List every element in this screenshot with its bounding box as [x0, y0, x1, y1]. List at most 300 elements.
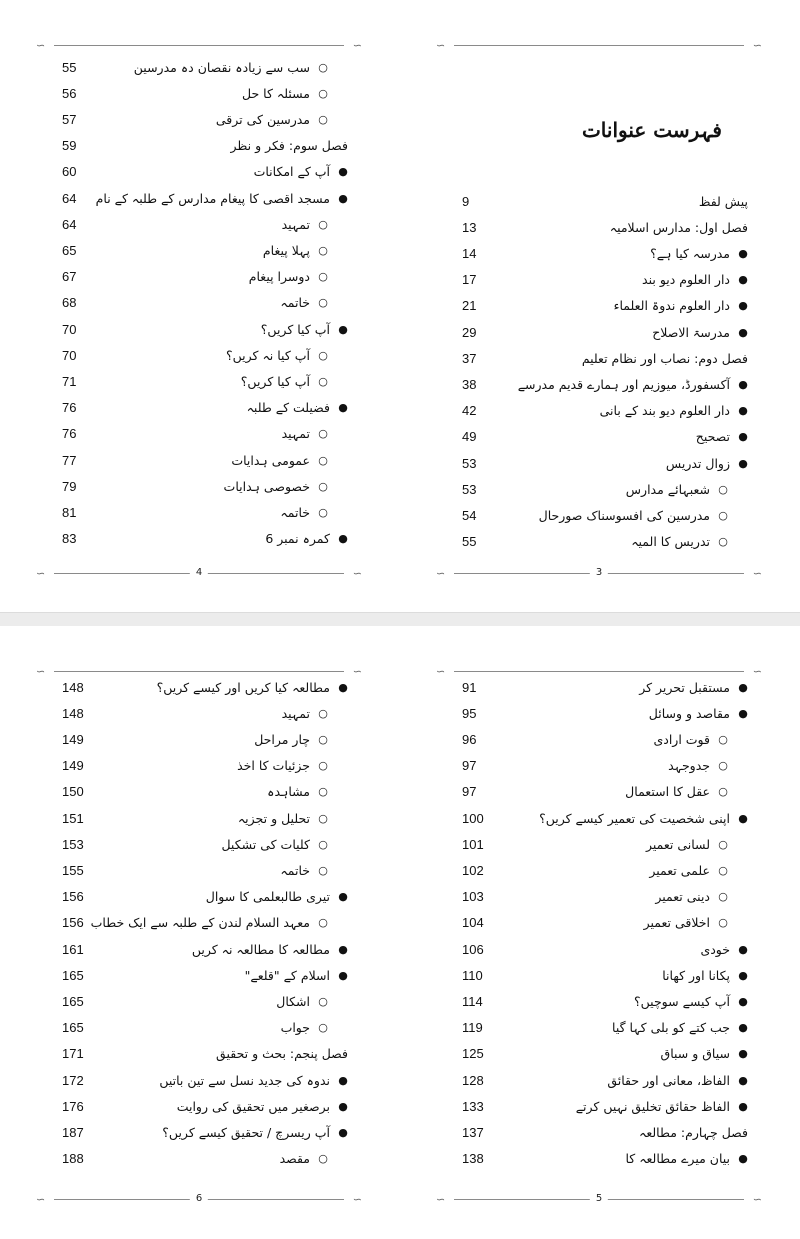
flourish-left-icon: ∽: [36, 665, 46, 678]
toc-entry-title: شعبہائے مدارس: [625, 481, 710, 497]
toc-entry: [254, 732, 328, 747]
toc-entry: [216, 112, 328, 127]
toc-page-number: 49: [462, 429, 477, 445]
toc-row: [36, 1041, 362, 1067]
toc-row: [436, 805, 762, 831]
toc-entry: [192, 942, 348, 957]
flourish-right-icon: ∽: [752, 665, 762, 678]
circle-icon: ○: [318, 348, 328, 362]
toc-page-number: 114: [462, 993, 483, 1009]
toc-page-number: 102: [462, 862, 484, 878]
toc-page-number: 83: [62, 531, 77, 547]
toc-row: [436, 700, 762, 726]
toc-page-number: 153: [62, 836, 84, 852]
toc-page-number: 55: [62, 59, 77, 75]
bullet-icon: ●: [338, 165, 348, 179]
toc-entry: [247, 400, 348, 415]
toc-entry: [159, 1073, 348, 1088]
toc-entry-title: جزئیات کا اخذ: [237, 758, 310, 774]
toc-entry: [642, 272, 748, 287]
toc-entry: [666, 456, 748, 471]
toc-entry: [280, 295, 328, 310]
toc-row: [36, 421, 362, 447]
circle-icon: ○: [318, 811, 328, 825]
toc-page-number: 97: [462, 758, 477, 774]
toc-row: [36, 185, 362, 211]
toc-entry-title: مقصد: [279, 1151, 310, 1167]
toc-entry: [224, 479, 328, 494]
toc-entry: [652, 325, 748, 340]
page-6: [36, 626, 362, 1238]
toc-entry: [157, 680, 348, 695]
toc-entry: [96, 191, 348, 206]
toc-page-number: 64: [62, 190, 77, 206]
toc-page-number: 165: [62, 993, 84, 1009]
flourish-left-icon: ∽: [436, 665, 446, 678]
toc-row: [436, 267, 762, 293]
toc-page-number: 70: [62, 347, 77, 363]
toc-page-number: 101: [462, 836, 484, 852]
toc-page-number: 37: [462, 350, 477, 366]
circle-icon: ○: [718, 508, 728, 522]
toc-entry-title: سب سے زیادہ نقصان دہ مدرسین: [133, 59, 310, 75]
flourish-right-icon: ∽: [752, 39, 762, 52]
flourish-left-icon: ∽: [436, 567, 446, 580]
toc-entry: [600, 403, 748, 418]
toc-entry: [610, 220, 748, 235]
toc-row: [36, 499, 362, 525]
toc-row: [36, 857, 362, 883]
bullet-icon: ●: [738, 994, 748, 1008]
toc-entry: [662, 968, 748, 983]
toc-row: [36, 264, 362, 290]
toc-page-number: 17: [462, 272, 477, 288]
toc-entry-title: خاتمہ: [280, 862, 310, 878]
bullet-icon: ●: [738, 1047, 748, 1061]
toc-row: [436, 1041, 762, 1067]
toc-page-number: 188: [62, 1151, 84, 1167]
toc-row: [436, 674, 762, 700]
toc-row: [36, 831, 362, 857]
toc-entry-title: جدوجہد: [668, 758, 710, 774]
toc-page-number: 55: [462, 534, 477, 550]
toc-entry-title: تحلیل و تجزیہ: [237, 810, 310, 826]
circle-icon: ○: [318, 732, 328, 746]
toc-entry-title: فصل پنجم: بحث و تحقیق: [216, 1046, 348, 1062]
toc-entry: [245, 968, 348, 983]
circle-icon: ○: [318, 217, 328, 231]
toc-entry-title: اپنی شخصیت کی تعمیر کیسے کریں؟: [539, 810, 730, 826]
toc-entry-title: عقل کا استعمال: [625, 784, 710, 800]
toc-entry: [582, 351, 748, 366]
toc-page-number: 96: [462, 731, 477, 747]
toc-entry-title: مدرسۃ الاصلاح: [652, 324, 730, 340]
toc-entry: [226, 348, 328, 363]
toc-row: [36, 447, 362, 473]
toc-row: [436, 450, 762, 476]
toc-row: [436, 214, 762, 240]
toc-row: [436, 319, 762, 345]
toc-row: [36, 988, 362, 1014]
toc-entry-title: مسجد اقصی کا پیغام مدارس کے طلبہ کے نام: [95, 190, 330, 206]
toc-row: [36, 395, 362, 421]
toc-entry-title: الفاظ، معانی اور حقائق: [607, 1072, 730, 1088]
toc-entry: [280, 505, 328, 520]
page-5: [436, 626, 762, 1238]
page-number: 6: [190, 1192, 208, 1206]
toc-page-number: 56: [62, 85, 77, 101]
flourish-right-icon: ∽: [352, 39, 362, 52]
header-ornament: [36, 40, 362, 52]
toc-entry: [644, 915, 728, 930]
bullet-icon: ●: [338, 191, 348, 205]
toc-entry-title: دوسرا پیغام: [248, 269, 310, 285]
toc-entry: [281, 1020, 328, 1035]
toc-entry-title: آپ کیا نہ کریں؟: [226, 347, 310, 363]
toc-entry: [539, 811, 748, 826]
toc-entry-title: کمرہ نمبر 6: [265, 531, 330, 547]
circle-icon: ○: [318, 112, 328, 126]
toc-entry-title: اخلاقی تعمیر: [643, 915, 710, 931]
footer-ornament: [436, 1194, 762, 1206]
toc-page-number: 110: [462, 967, 483, 983]
toc-row: [436, 502, 762, 528]
bullet-icon: ●: [338, 1099, 348, 1113]
toc-entry-title: مطالعہ کیا کریں اور کیسے کریں؟: [156, 679, 330, 695]
toc-entry: [655, 889, 728, 904]
toc-row: [436, 1067, 762, 1093]
toc-entry: [231, 453, 328, 468]
toc-page-number: 76: [62, 426, 77, 442]
toc-entry: [282, 217, 328, 232]
toc-entry-title: تمہید: [281, 216, 310, 232]
toc-entry: [626, 482, 728, 497]
toc-page-number: 149: [62, 731, 84, 747]
toc-page-number: 57: [62, 111, 77, 127]
flourish-left-icon: ∽: [36, 567, 46, 580]
toc-page-number: 97: [462, 784, 477, 800]
circle-icon: ○: [718, 759, 728, 773]
toc-entry: [282, 706, 328, 721]
toc-page-number: 54: [462, 507, 477, 523]
toc-row: [36, 159, 362, 185]
toc-page-number: 29: [462, 324, 477, 340]
toc-row: [36, 316, 362, 342]
toc-entry: [238, 811, 328, 826]
toc-row: [36, 342, 362, 368]
toc-page-number: 187: [62, 1124, 84, 1140]
toc-entry-title: دار العلوم دیو بند: [642, 272, 730, 288]
toc-row: [36, 290, 362, 316]
toc-page-number: 128: [462, 1072, 484, 1088]
toc-entry: [134, 60, 328, 75]
circle-icon: ○: [318, 60, 328, 74]
toc-entry-title: سیاق و سباق: [660, 1046, 730, 1062]
page-3: [436, 0, 762, 612]
bullet-icon: ●: [738, 680, 748, 694]
toc-page-number: 21: [462, 298, 477, 314]
circle-icon: ○: [718, 785, 728, 799]
toc-entry-title: خودی: [700, 941, 730, 957]
toc-row: [436, 726, 762, 752]
circle-icon: ○: [318, 994, 328, 1008]
flourish-right-icon: ∽: [752, 567, 762, 580]
toc-row: [36, 1015, 362, 1041]
header-ornament: [436, 40, 762, 52]
bullet-icon: ●: [738, 299, 748, 313]
toc-entry: [206, 889, 348, 904]
toc-entry: [221, 837, 328, 852]
toc-row: [36, 674, 362, 700]
toc-entry-title: ندوہ کی جدید نسل سے تین باتیں: [159, 1072, 330, 1088]
toc-page-number: 137: [462, 1124, 484, 1140]
circle-icon: ○: [318, 1152, 328, 1166]
circle-icon: ○: [718, 916, 728, 930]
toc-entry-title: چار مراحل: [254, 731, 310, 747]
toc-row: [36, 237, 362, 263]
toc-row: [36, 526, 362, 552]
toc-row: [36, 211, 362, 237]
toc-entry-title: مسئلہ کا حل: [242, 85, 310, 101]
toc-page-number: 106: [462, 941, 484, 957]
bullet-icon: ●: [738, 1152, 748, 1166]
bullet-icon: ●: [338, 1125, 348, 1139]
toc-page-number: 81: [62, 504, 77, 520]
toc-entry-title: اسلام کے "قلعے": [244, 967, 330, 983]
toc-entry-title: مدرسین کی افسوسناک صورحال: [538, 507, 710, 523]
circle-icon: ○: [318, 863, 328, 877]
toc-entry: [518, 377, 748, 392]
toc-row: [436, 884, 762, 910]
flourish-left-icon: ∽: [436, 1193, 446, 1206]
toc-page-number: 133: [462, 1098, 484, 1114]
page-number: 3: [590, 566, 608, 580]
toc-page-number: 149: [62, 758, 84, 774]
toc-entry: [231, 138, 349, 153]
circle-icon: ○: [318, 1021, 328, 1035]
flourish-right-icon: ∽: [352, 1193, 362, 1206]
toc-row: [436, 1146, 762, 1172]
toc-entry-title: خصوصی ہدایات: [223, 478, 310, 494]
toc-row: [436, 936, 762, 962]
toc-entry: [265, 531, 348, 546]
toc-entry-title: معہد السلام لندن کے طلبہ سے ایک خطاب: [90, 915, 310, 931]
toc-entry-title: جواب: [280, 1020, 310, 1036]
footer-ornament: [36, 1194, 362, 1206]
toc-page-number: 150: [62, 784, 84, 800]
toc-row: [436, 476, 762, 502]
toc-entry: [177, 1099, 348, 1114]
toc-entry-title: فصل سوم: فکر و نظر: [230, 138, 348, 154]
toc-page-number: 13: [462, 219, 477, 235]
page-number: 4: [190, 566, 208, 580]
toc-entry: [249, 269, 328, 284]
toc-row: [36, 726, 362, 752]
toc-row: [36, 80, 362, 106]
toc-row: [436, 779, 762, 805]
flourish-right-icon: ∽: [352, 665, 362, 678]
toc-entry-title: تیری طالبعلمی کا سوال: [205, 889, 330, 905]
toc-entry: [254, 164, 348, 179]
toc-row: [436, 240, 762, 266]
toc-entry: [649, 863, 728, 878]
circle-icon: ○: [718, 482, 728, 496]
toc-entry-title: فصل دوم: نصاب اور نظام تعلیم: [581, 350, 748, 366]
toc-entry-title: آپ کے امکانات: [253, 164, 330, 180]
toc-entry: [263, 243, 328, 258]
toc-page-number: 148: [62, 679, 84, 695]
bullet-icon: ●: [738, 1099, 748, 1113]
toc-entry-title: دار العلوم ندوۃ العلماء: [613, 298, 730, 314]
bullet-icon: ●: [738, 404, 748, 418]
toc-page-number: 171: [62, 1046, 84, 1062]
toc-row: [36, 106, 362, 132]
toc-entry-title: جب کتے کو بلی کہا گیا: [612, 1020, 730, 1036]
circle-icon: ○: [318, 270, 328, 284]
circle-icon: ○: [318, 837, 328, 851]
top-sheet: [0, 0, 800, 612]
toc-entry: [261, 322, 348, 337]
toc-page-number: 156: [62, 915, 84, 931]
toc-entry: [614, 298, 748, 313]
bullet-icon: ●: [738, 706, 748, 720]
toc-page-number: 100: [462, 810, 484, 826]
page-title: فہرست عنوانات: [581, 118, 722, 142]
toc-row: [436, 910, 762, 936]
toc-row: [436, 398, 762, 424]
toc-row: [436, 345, 762, 371]
toc-entry: [280, 1151, 328, 1166]
toc-page-number: 104: [462, 915, 484, 931]
toc-row: [36, 368, 362, 394]
toc-entry-title: آکسفورڈ، میوزیم اور ہمارے قدیم مدرسے: [517, 376, 730, 392]
toc-entry: [653, 732, 728, 747]
toc-entry-title: لسانی تعمیر: [645, 836, 710, 852]
toc-entry-title: مشاہدہ: [267, 784, 310, 800]
toc-page-number: 65: [62, 242, 77, 258]
toc-entry: [668, 758, 728, 773]
circle-icon: ○: [718, 837, 728, 851]
toc-row: [436, 1119, 762, 1145]
toc-page-number: 9: [462, 193, 470, 209]
toc-row: [36, 1067, 362, 1093]
circle-icon: ○: [318, 453, 328, 467]
toc-entry-title: پکانا اور کھانا: [662, 967, 730, 983]
bullet-icon: ●: [338, 1073, 348, 1087]
toc-entry-title: آپ کیا کریں؟: [240, 373, 310, 389]
toc-page-number: 156: [62, 889, 84, 905]
bottom-sheet: [0, 626, 800, 1238]
toc-page-number: 59: [62, 138, 77, 154]
toc-row: [436, 293, 762, 319]
flourish-right-icon: ∽: [752, 1193, 762, 1206]
circle-icon: ○: [718, 732, 728, 746]
bullet-icon: ●: [338, 532, 348, 546]
toc-page-number: 138: [462, 1151, 484, 1167]
circle-icon: ○: [318, 427, 328, 441]
toc-entry-title: تمہید: [281, 705, 310, 721]
toc-entry-title: مقاصد و وسائل: [648, 705, 730, 721]
toc-entry: [649, 706, 748, 721]
bullet-icon: ●: [738, 377, 748, 391]
flourish-left-icon: ∽: [36, 1193, 46, 1206]
toc-entry: [242, 86, 328, 101]
toc-entry-title: علمی تعمیر: [649, 862, 710, 878]
toc-row: [36, 473, 362, 499]
circle-icon: ○: [718, 863, 728, 877]
circle-icon: ○: [318, 785, 328, 799]
toc-row: [436, 1093, 762, 1119]
circle-icon: ○: [318, 374, 328, 388]
toc-entry: [237, 758, 328, 773]
toc-row: [36, 962, 362, 988]
bullet-icon: ●: [338, 401, 348, 415]
flourish-left-icon: ∽: [436, 39, 446, 52]
toc-entry-title: زوال تدریس: [665, 455, 730, 471]
toc-entry-title: بیان میرے مطالعہ کا: [625, 1151, 730, 1167]
toc-row: [436, 831, 762, 857]
toc-entry: [576, 1099, 748, 1114]
toc-entry-title: تصحیح: [695, 429, 730, 445]
toc-page-number: 165: [62, 967, 84, 983]
bullet-icon: ●: [738, 1021, 748, 1035]
toc-page-number: 151: [62, 810, 84, 826]
circle-icon: ○: [318, 706, 328, 720]
toc-row: [36, 805, 362, 831]
circle-icon: ○: [318, 916, 328, 930]
toc-page-number: 148: [62, 705, 84, 721]
toc-page-number: 68: [62, 295, 77, 311]
bullet-icon: ●: [738, 811, 748, 825]
toc-row: [36, 54, 362, 80]
toc-page-number: 67: [62, 269, 77, 285]
flourish-right-icon: ∽: [352, 567, 362, 580]
toc-entry-title: دار العلوم دیو بند کے بانی: [599, 403, 730, 419]
toc-row: [436, 988, 762, 1014]
bullet-icon: ●: [738, 246, 748, 260]
bullet-icon: ●: [738, 273, 748, 287]
toc-row: [36, 753, 362, 779]
toc-page-number: 119: [462, 1020, 483, 1036]
toc-entry: [241, 374, 328, 389]
circle-icon: ○: [718, 890, 728, 904]
toc-page-number: 70: [62, 321, 77, 337]
bullet-icon: ●: [338, 968, 348, 982]
bullet-icon: ●: [738, 456, 748, 470]
toc-entry: [162, 1125, 348, 1140]
toc-entry-title: فصل اول: مدارس اسلامیہ: [609, 219, 748, 235]
toc-entry: [282, 426, 328, 441]
toc-entry-title: الفاظ حقائق تخلیق نہیں کرتے: [575, 1098, 730, 1114]
toc-entry-title: مدرسہ کیا ہے؟: [650, 245, 730, 261]
toc-entry: [696, 429, 748, 444]
toc-entry-title: مطالعہ کا مطالعہ نہ کریں: [191, 941, 330, 957]
toc-entry: [646, 837, 728, 852]
toc-entry: [650, 246, 748, 261]
toc-entry-title: آپ کیا کریں؟: [260, 321, 330, 337]
toc-entry-title: فضیلت کے طلبہ: [246, 400, 330, 416]
toc-entry: [625, 784, 728, 799]
toc-entry: [607, 1073, 748, 1088]
toc-entry-title: عمومی ہدایات: [231, 452, 310, 468]
footer-ornament: [436, 568, 762, 580]
toc-row: [436, 753, 762, 779]
toc-page-number: 172: [62, 1072, 84, 1088]
toc-page-number: 76: [62, 400, 77, 416]
toc-page-number: 91: [462, 679, 477, 695]
toc-row: [36, 700, 362, 726]
circle-icon: ○: [318, 86, 328, 100]
